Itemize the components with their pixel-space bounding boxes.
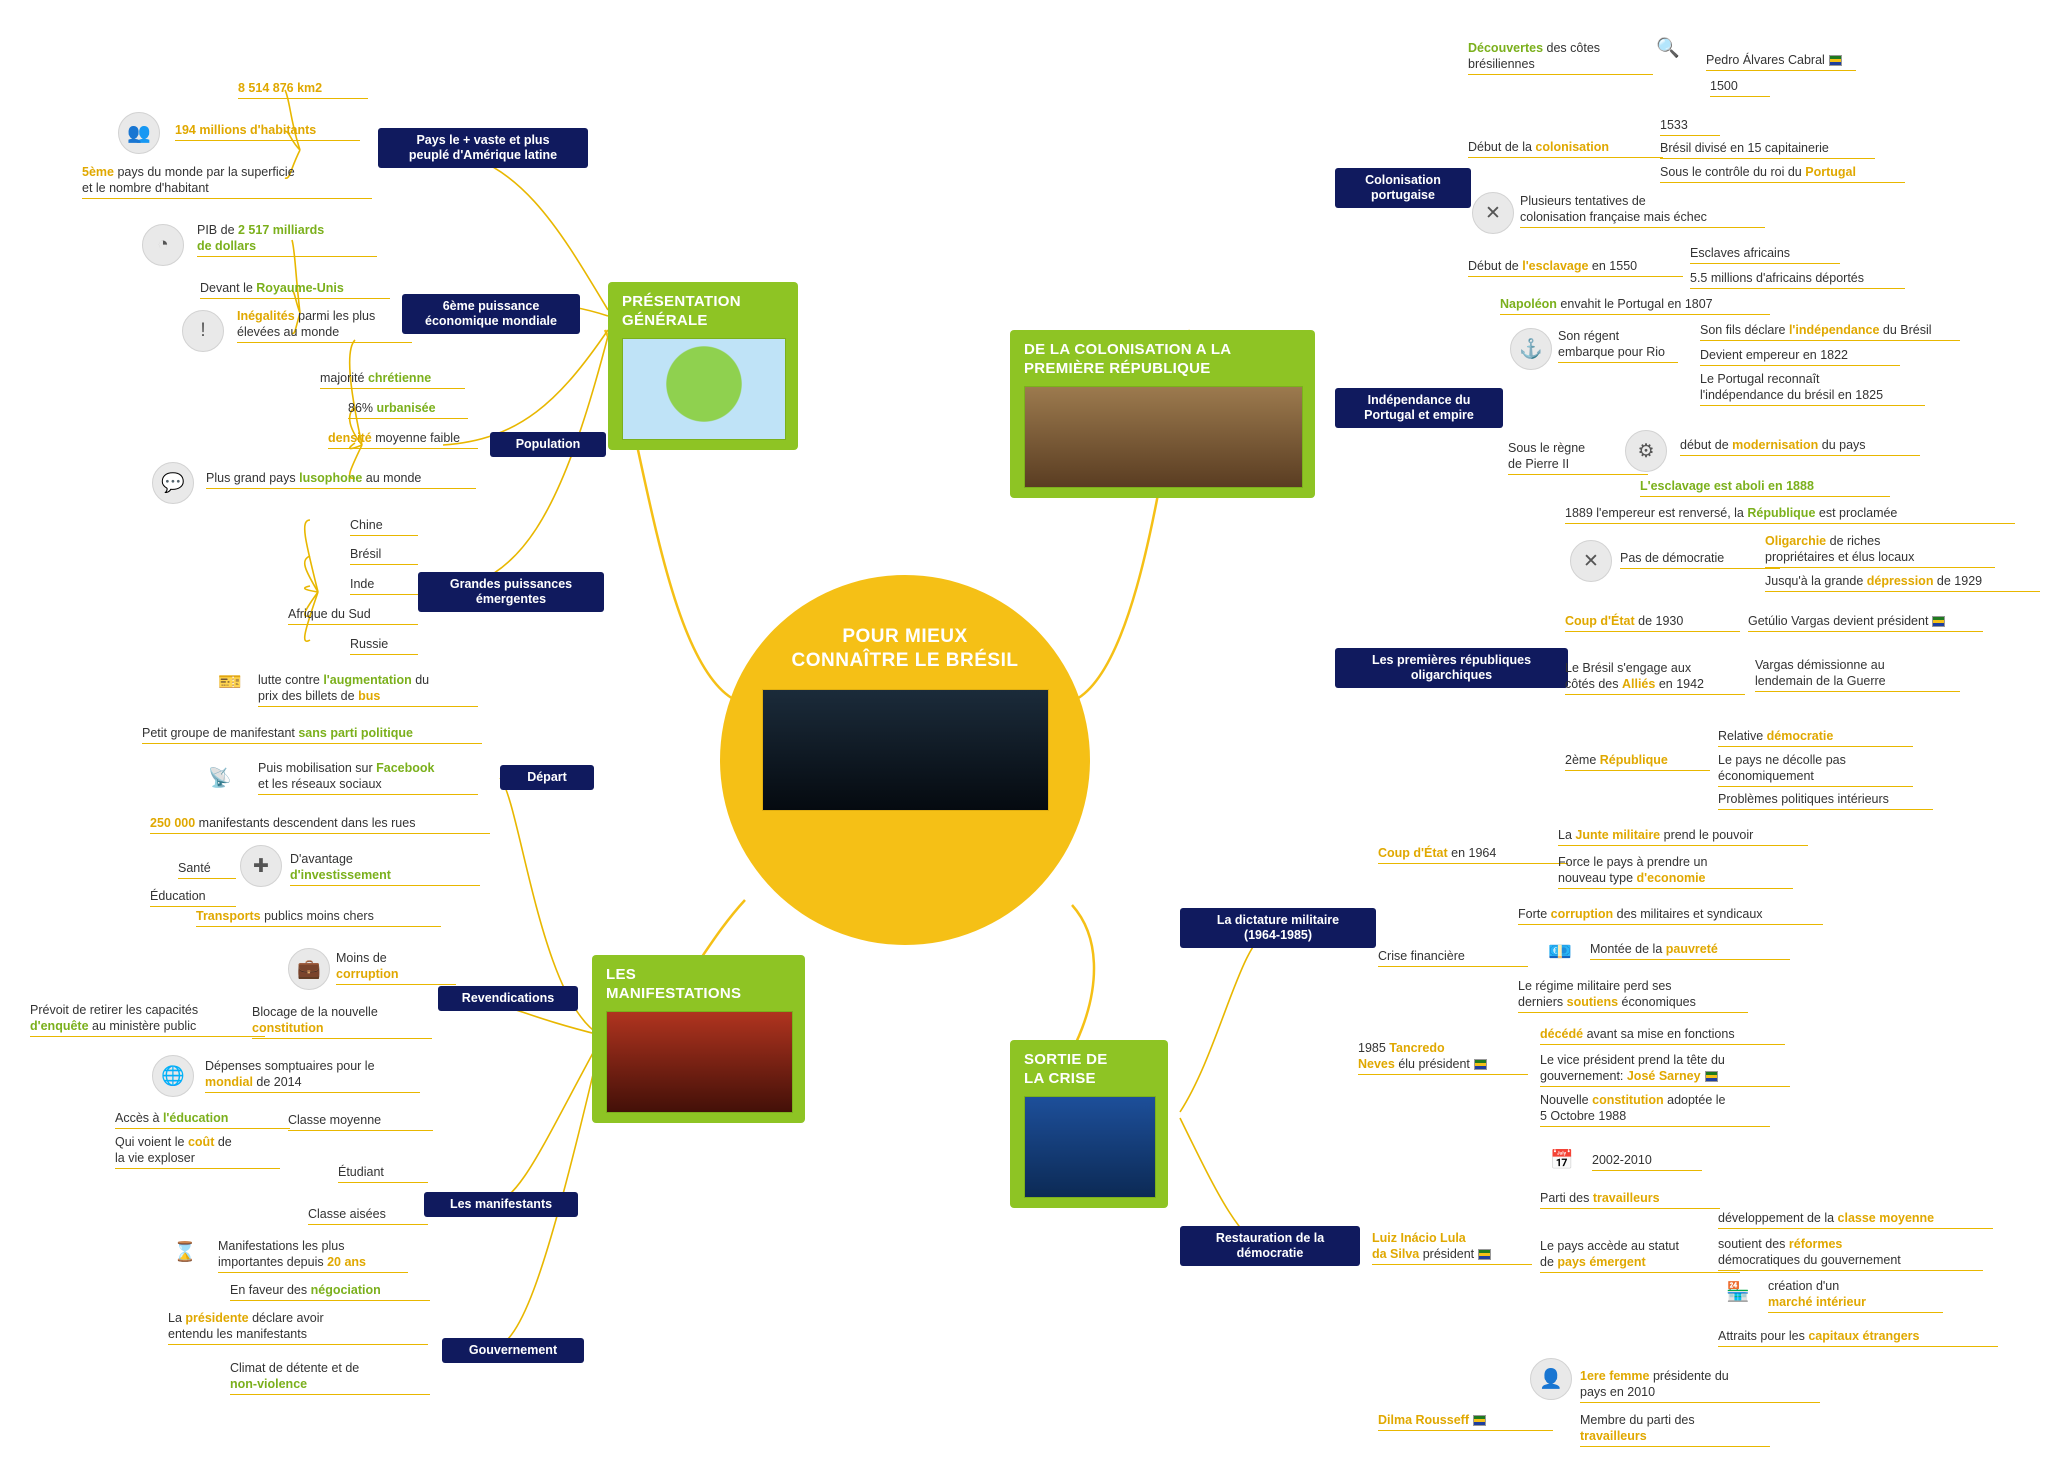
bag-icon: 💼 (288, 948, 330, 990)
person-icon: 👤 (1530, 1358, 1572, 1400)
leaf-napoleon: Napoléon envahit le Portugal en 1807 (1500, 296, 1770, 315)
leaf-moins-corruption: Moins de corruption (336, 950, 456, 985)
leaf-manifs-20-ans: Manifestations les plus importantes depuis 20 ans (218, 1238, 408, 1273)
leaf-education: Éducation (150, 888, 236, 907)
sub-republiques-oligarchiques[interactable]: Les premières républiques oligarchiques (1335, 648, 1568, 688)
leaf-junte-militaire: La Junte militaire prend le pouvoir (1558, 827, 1808, 846)
leaf-pays-ne-decolle-pas: Le pays ne décolle pas économiquement (1718, 752, 1913, 787)
sub-independance-portugal[interactable]: Indépendance du Portugal et empire (1335, 388, 1503, 428)
branch-presentation-image (622, 338, 786, 440)
leaf-marche-interieur: création d'un marché intérieur (1768, 1278, 1943, 1313)
leaf-tentatives-francaises: Plusieurs tentatives de colonisation française mais échec (1520, 193, 1765, 228)
leaf-2eme-republique: 2ème République (1565, 752, 1710, 771)
branch-presentation-label: PRÉSENTATION GÉNÉRALE (622, 293, 741, 329)
leaf-capitaineries: Brésil divisé en 15 capitainerie (1660, 140, 1875, 159)
branch-manifestations-label: LES MANIFESTATIONS (606, 966, 742, 1002)
leaf-vargas-demission: Vargas démissionne au lendemain de la Guerre (1755, 657, 1960, 692)
leaf-pas-democratie: Pas de démocratie (1620, 550, 1780, 569)
speech-bubble-icon: 💬 (152, 462, 194, 504)
warning-icon: ! (182, 310, 224, 352)
central-node[interactable] (720, 575, 1090, 945)
leaf-urbanisee: 86% urbanisée (348, 400, 468, 419)
leaf-regent-rio: Son régent embarque pour Rio (1558, 328, 1678, 363)
leaf-dilma-rousseff: Dilma Rousseff (1378, 1412, 1553, 1431)
leaf-pays-emergent: Le pays accède au statut de pays émergent (1540, 1238, 1740, 1273)
cross-circle-icon-2: ✕ (1570, 540, 1612, 582)
leaf-nouveau-type-economie: Force le pays à prendre un nouveau type d'economie (1558, 854, 1793, 889)
leaf-debut-colonisation: Début de la colonisation (1468, 139, 1663, 158)
sub-revendications[interactable]: Revendications (438, 986, 578, 1011)
leaf-empereur-1822: Devient empereur en 1822 (1700, 347, 1900, 366)
pie-chart-icon: ◔ (142, 224, 184, 266)
leaf-densite: densité moyenne faible (328, 430, 478, 449)
calendar-icon: 📅 (1550, 1150, 1574, 1171)
sub-dictature-militaire[interactable]: La dictature militaire (1964-1985) (1180, 908, 1376, 948)
leaf-vargas-president: Getúlio Vargas devient président (1748, 613, 1983, 632)
leaf-independance-declaree: Son fils déclare l'indépendance du Brésil (1700, 322, 1960, 341)
leaf-presidente-entendu: La présidente déclare avoir entendu les manifestants (168, 1310, 428, 1345)
ticket-icon: 🎫 (218, 672, 242, 693)
leaf-esclavage-aboli: L'esclavage est aboli en 1888 (1640, 478, 1890, 497)
leaf-bresil: Brésil (350, 546, 418, 565)
magnifier-icon: 🔍 (1656, 38, 1680, 59)
gear-icon: ⚙ (1625, 430, 1667, 472)
leaf-royaume-unis: Devant le Royaume-Unis (200, 280, 390, 299)
sub-puissance-economique[interactable]: 6ème puissance économique mondiale (402, 294, 580, 334)
leaf-jose-sarney: Le vice président prend la tête du gouvernement: José Sarney (1540, 1052, 1790, 1087)
leaf-debut-esclavage: Début de l'esclavage en 1550 (1468, 258, 1683, 277)
leaf-habitants: 194 millions d'habitants (175, 122, 360, 141)
leaf-capitaux-etrangers: Attraits pour les capitaux étrangers (1718, 1328, 1998, 1347)
leaf-sante: Santé (178, 860, 236, 879)
leaf-coup-etat-1930: Coup d'État de 1930 (1565, 613, 1740, 632)
leaf-1533: 1533 (1660, 117, 1720, 136)
branch-manifestations[interactable] (592, 955, 805, 1123)
sub-gouvernement[interactable]: Gouvernement (442, 1338, 584, 1363)
leaf-facebook: Puis mobilisation sur Facebook et les réseaux sociaux (258, 760, 478, 795)
leaf-coup-etat-1964: Coup d'État en 1964 (1378, 845, 1568, 864)
leaf-250000: 250 000 manifestants descendent dans les rues (150, 815, 490, 834)
sub-manifestants[interactable]: Les manifestants (424, 1192, 578, 1217)
leaf-1500: 1500 (1710, 78, 1770, 97)
sub-colonisation-portugaise[interactable]: Colonisation portugaise (1335, 168, 1471, 208)
leaf-enquete-ministere: Prévoit de retirer les capacités d'enquête au ministère public (30, 1002, 265, 1037)
leaf-negociation: En faveur des négociation (230, 1282, 430, 1301)
leaf-5eme-pays: 5ème pays du monde par la superficie et le nombre d'habitant (82, 164, 372, 199)
leaf-chine: Chine (350, 517, 418, 536)
leaf-mondial-2014: Dépenses somptuaires pour le mondial de 2014 (205, 1058, 420, 1093)
leaf-parti-travailleurs: Parti des travailleurs (1540, 1190, 1720, 1209)
leaf-etudiant: Étudiant (338, 1164, 428, 1183)
leaf-montee-pauvrete: Montée de la pauvreté (1590, 941, 1790, 960)
leaf-problemes-politiques: Problèmes politiques intérieurs (1718, 791, 1933, 810)
leaf-petit-groupe: Petit groupe de manifestant sans parti politique (142, 725, 482, 744)
branch-sortie-image (1024, 1096, 1156, 1198)
leaf-modernisation: début de modernisation du pays (1680, 437, 1920, 456)
leaf-superficie: 8 514 876 km2 (238, 80, 368, 99)
leaf-russie: Russie (350, 636, 418, 655)
leaf-1ere-femme: 1ere femme présidente du pays en 2010 (1580, 1368, 1820, 1403)
leaf-2002-2010: 2002-2010 (1592, 1152, 1702, 1171)
leaf-pib: PIB de 2 517 milliards de dollars (197, 222, 377, 257)
branch-presentation[interactable] (608, 282, 798, 450)
ship-icon: ⚓ (1510, 328, 1552, 370)
globe-icon: 🌐 (152, 1055, 194, 1097)
leaf-classe-moyenne: Classe moyenne (288, 1112, 433, 1131)
leaf-inde: Inde (350, 576, 418, 595)
leaf-prix-bus: lutte contre l'augmentation du prix des billets de bus (258, 672, 478, 707)
leaf-non-violence: Climat de détente et de non-violence (230, 1360, 430, 1395)
money-icon: 💶 (1548, 942, 1572, 963)
branch-sortie-label: SORTIE DE LA CRISE (1024, 1051, 1108, 1087)
cross-circle-icon: ✕ (1472, 192, 1514, 234)
leaf-depression-1929: Jusqu'à la grande dépression de 1929 (1765, 573, 2040, 592)
leaf-classe-moyenne-dev: développement de la classe moyenne (1718, 1210, 1993, 1229)
antenna-icon: 📡 (208, 768, 232, 789)
leaf-portugal-reconnait: Le Portugal reconnaît l'indépendance du brésil en 1825 (1700, 371, 1925, 406)
leaf-decede: décédé avant sa mise en fonctions (1540, 1026, 1785, 1045)
leaf-reformes-democratiques: soutient des réformes démocratiques du gouvernement (1718, 1236, 1983, 1271)
leaf-cabral: Pedro Álvares Cabral (1706, 52, 1856, 71)
leaf-forte-corruption: Forte corruption des militaires et syndicaux (1518, 906, 1823, 925)
leaf-oligarchie: Oligarchie de riches propriétaires et élus locaux (1765, 533, 1995, 568)
sub-pays-vaste[interactable]: Pays le + vaste et plus peuplé d'Amérique latine (378, 128, 588, 168)
leaf-acces-education: Accès à l'éducation (115, 1110, 290, 1129)
leaf-perd-soutiens: Le régime militaire perd ses derniers soutiens économiques (1518, 978, 1748, 1013)
leaf-membre-parti: Membre du parti des travailleurs (1580, 1412, 1770, 1447)
leaf-blocage-constitution: Blocage de la nouvelle constitution (252, 1004, 432, 1039)
leaf-controle-roi: Sous le contrôle du roi du Portugal (1660, 164, 1905, 183)
branch-colonisation[interactable] (1010, 330, 1315, 498)
hourglass-icon: ⌛ (173, 1242, 197, 1263)
leaf-transports: Transports publics moins chers (196, 908, 441, 927)
leaf-pierre-ii: Sous le règne de Pierre II (1508, 440, 1648, 475)
leaf-cout-vie: Qui voient le coût de la vie exploser (115, 1134, 280, 1169)
sub-restauration-democratie[interactable]: Restauration de la démocratie (1180, 1226, 1360, 1266)
leaf-lusophone: Plus grand pays lusophone au monde (206, 470, 476, 489)
market-icon: 🏪 (1726, 1282, 1750, 1303)
leaf-decouvertes: Découvertes des côtes brésiliennes (1468, 40, 1653, 75)
leaf-5-5-millions: 5.5 millions d'africains déportés (1690, 270, 1905, 289)
sub-puissances-emergentes[interactable]: Grandes puissances émergentes (418, 572, 604, 612)
leaf-chretienne: majorité chrétienne (320, 370, 465, 389)
branch-colonisation-image (1024, 386, 1303, 488)
leaf-tancredo-neves: 1985 Tancredo Neves élu président (1358, 1040, 1528, 1075)
central-image (762, 689, 1049, 811)
central-title: POUR MIEUX CONNAÎTRE LE BRÉSIL (791, 626, 1019, 671)
branch-manifestations-image (606, 1011, 793, 1113)
plus-circle-icon: ✚ (240, 845, 282, 887)
branch-colonisation-label: DE LA COLONISATION A LA PREMIÈRE RÉPUBLIQUE (1024, 341, 1232, 377)
leaf-investissement: D'avantage d'investissement (290, 851, 480, 886)
leaf-relative-democratie: Relative démocratie (1718, 728, 1913, 747)
people-icon: 👥 (118, 112, 160, 154)
leaf-esclaves-africains: Esclaves africains (1690, 245, 1840, 264)
leaf-lula-president: Luiz Inácio Lula da Silva président (1372, 1230, 1532, 1265)
leaf-allies-1942: Le Brésil s'engage aux côtés des Alliés en 1942 (1565, 660, 1745, 695)
sub-population[interactable]: Population (490, 432, 606, 457)
branch-sortie[interactable] (1010, 1040, 1168, 1208)
leaf-afrique-du-sud: Afrique du Sud (288, 606, 418, 625)
leaf-classe-aisees: Classe aisées (308, 1206, 428, 1225)
leaf-crise-financiere: Crise financière (1378, 948, 1528, 967)
leaf-constitution-1988: Nouvelle constitution adoptée le 5 Octobre 1988 (1540, 1092, 1770, 1127)
leaf-inegalites: Inégalités parmi les plus élevées au monde (237, 308, 412, 343)
leaf-republique-proclamee: 1889 l'empereur est renversé, la République est proclamée (1565, 505, 2015, 524)
sub-depart[interactable]: Départ (500, 765, 594, 790)
